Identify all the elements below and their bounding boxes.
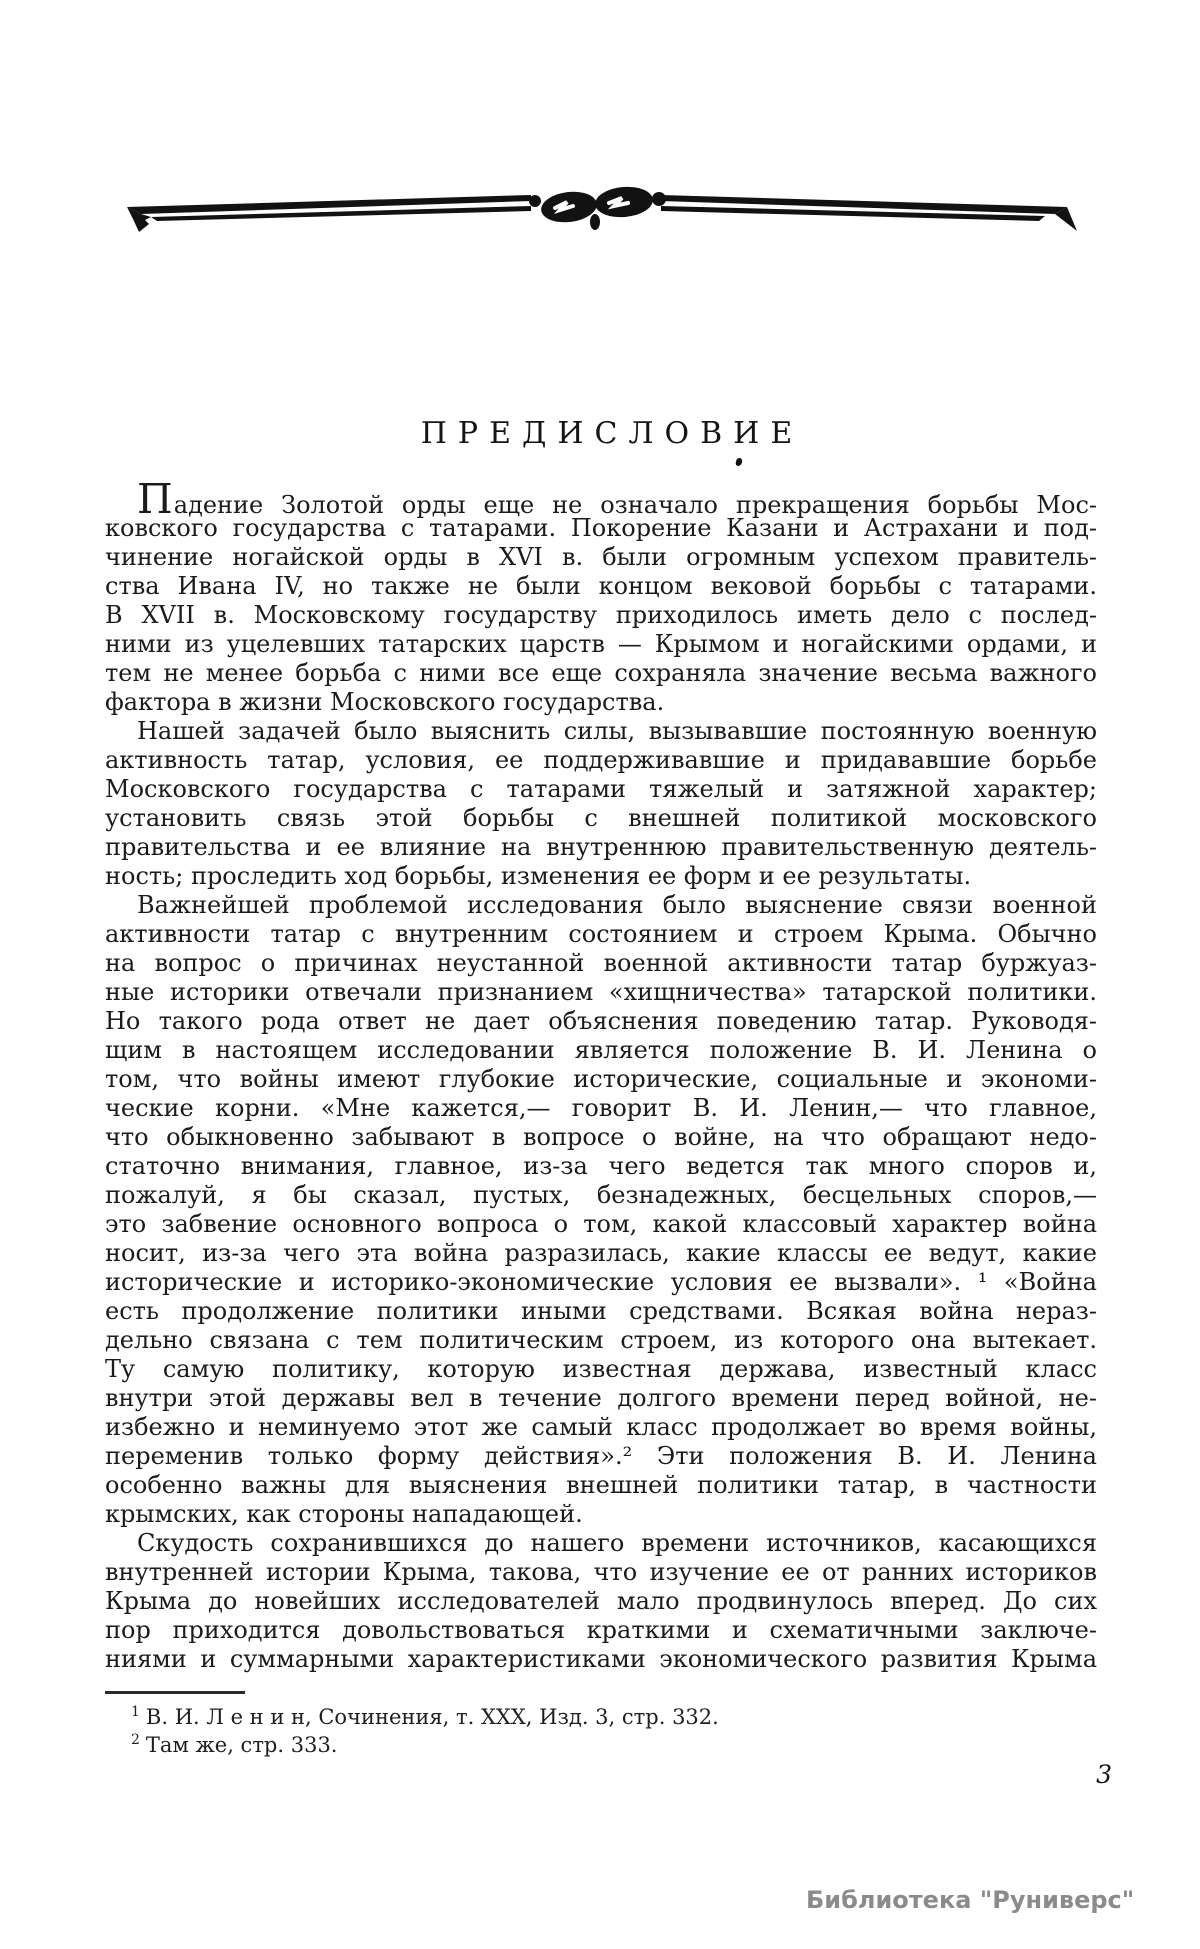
text-line: пор приходится довольствоваться краткими и схематичными заключе-: [105, 1616, 1097, 1644]
text-line: что обыкновенно забывают в вопросе о войне, на что обращают недо-: [105, 1123, 1097, 1151]
title-ornament-dot: [735, 457, 743, 466]
drop-cap-initial: П: [137, 475, 174, 523]
footnote: $^1$ В. И. Л е н и н, Сочинения, т. XXX, Изд. 3, стр. 332.: [131, 1704, 719, 1729]
watermark: Библиотека "Руниверс": [806, 1886, 1135, 1914]
text-line: ные историки отвечали признанием «хищничества» татарской политики.: [105, 978, 1097, 1006]
header-flourish-ornament: [95, 186, 1115, 246]
text-line: тем не менее борьба с ними все еще сохраняла значение весьма важного: [105, 659, 1097, 687]
text-line: внутри этой державы вел в течение долгого времени перед войной, не-: [105, 1384, 1097, 1412]
text-line: том, что войны имеют глубокие исторические, социальные и экономи-: [105, 1065, 1097, 1093]
footnote-marker: 1: [131, 1704, 140, 1720]
footnote-divider: [105, 1691, 245, 1694]
text-line: Ту самую политику, которую известная держава, известный класс: [105, 1355, 1097, 1383]
paragraph: [105, 717, 1097, 891]
text-line: установить связь этой борьбы с внешней политикой московского: [105, 804, 1097, 832]
page-number: 3: [1096, 1760, 1112, 1789]
text-line: внутренней истории Крыма, такова, что изучение ее от ранних историков: [105, 1558, 1097, 1586]
text-line: Крыма до новейших исследователей мало продвинулось вперед. До сих: [105, 1587, 1097, 1615]
text-line: статочно внимания, главное, из-за чего ведется так много споров и,: [105, 1152, 1097, 1180]
text-line: особенно важны для выяснения внешней политики татар, в частности: [105, 1471, 1097, 1499]
text-line: исторические и историко-экономические условия ее вызвали». ¹ «Война: [105, 1268, 1097, 1296]
text-line: ковского государства с татарами. Покорение Казани и Астрахани и под-: [105, 514, 1097, 542]
text-line: ность; проследить ход борьбы, изменения ее форм и ее результаты.: [105, 862, 972, 890]
text-line: ства Ивана IV, но также не были концом вековой борьбы с татарами.: [105, 572, 1097, 600]
text-line: фактора в жизни Московского государства.: [105, 688, 665, 716]
text-line: активность татар, условия, ее поддерживавшие и придававшие борьбе: [105, 746, 1097, 774]
text-line: ческие корни. «Мне кажется,— говорит В. И. Ленин,— что главное,: [105, 1094, 1097, 1122]
text-line: крымских, как стороны нападающей.: [105, 1500, 583, 1528]
text-line: дельно связана с тем политическим строем, из которого она вытекает.: [105, 1326, 1097, 1354]
paragraph: [105, 1529, 1097, 1674]
body-text: [105, 475, 1097, 1674]
text-line: это забвение основного вопроса о том, какой классовый характер война: [105, 1210, 1097, 1238]
text-line: Скудость сохранившихся до нашего времени источников, касающихся: [137, 1529, 1097, 1557]
text-line: Московского государства с татарами тяжелый и затяжной характер;: [105, 775, 1097, 803]
text-line: правительства и ее влияние на внутреннюю правительственную деятель-: [105, 833, 1097, 861]
paragraph: [105, 891, 1097, 1529]
text-line: Но такого рода ответ не дает объяснения поведению татар. Руководя-: [105, 1007, 1097, 1035]
page-title: ПРЕДИСЛОВИЕ: [420, 416, 804, 451]
text-line: ними из уцелевших татарских царств — Крымом и ногайскими ордами, и: [105, 630, 1097, 658]
text-line: щим в настоящем исследовании является положение В. И. Ленина о: [105, 1036, 1097, 1064]
footnote: $^2$ Там же, стр. 333.: [131, 1732, 338, 1757]
footnote-marker: 2: [131, 1732, 140, 1748]
footnotes: [105, 1703, 1097, 1759]
text-line: чинение ногайской орды в XVI в. были огромным успехом правитель-: [105, 543, 1097, 571]
text-line: пожалуй, я бы сказал, пустых, безнадежных, бесцельных споров,—: [105, 1181, 1097, 1209]
text-line: есть продолжение политики иными средствами. Всякая война нераз-: [105, 1297, 1097, 1325]
paragraph: [105, 475, 1097, 717]
text-line: Важнейшей проблемой исследования было выяснение связи военной: [137, 891, 1097, 919]
text-line: избежно и неминуемо этот же самый класс продолжает во время войны,: [105, 1413, 1097, 1441]
text-line: переменив только форму действия».² Эти положения В. И. Ленина: [105, 1442, 1097, 1470]
text-line: носит, из-за чего эта война разразилась, какие классы ее ведут, какие: [105, 1239, 1097, 1267]
text-line: на вопрос о причинах неустанной военной активности татар буржуаз-: [105, 949, 1097, 977]
text-line: активности татар с внутренним состоянием и строем Крыма. Обычно: [105, 920, 1097, 948]
text-line: В XVII в. Московскому государству приходилось иметь дело с послед-: [105, 601, 1097, 629]
text-line: ниями и суммарными характеристиками экономического развития Крыма: [105, 1645, 1097, 1673]
text-line: Нашей задачей было выяснить силы, вызывавшие постоянную военную: [137, 717, 1097, 745]
text-line: Падение Золотой орды еще не означало прекращения борьбы Мос-: [137, 475, 1097, 523]
